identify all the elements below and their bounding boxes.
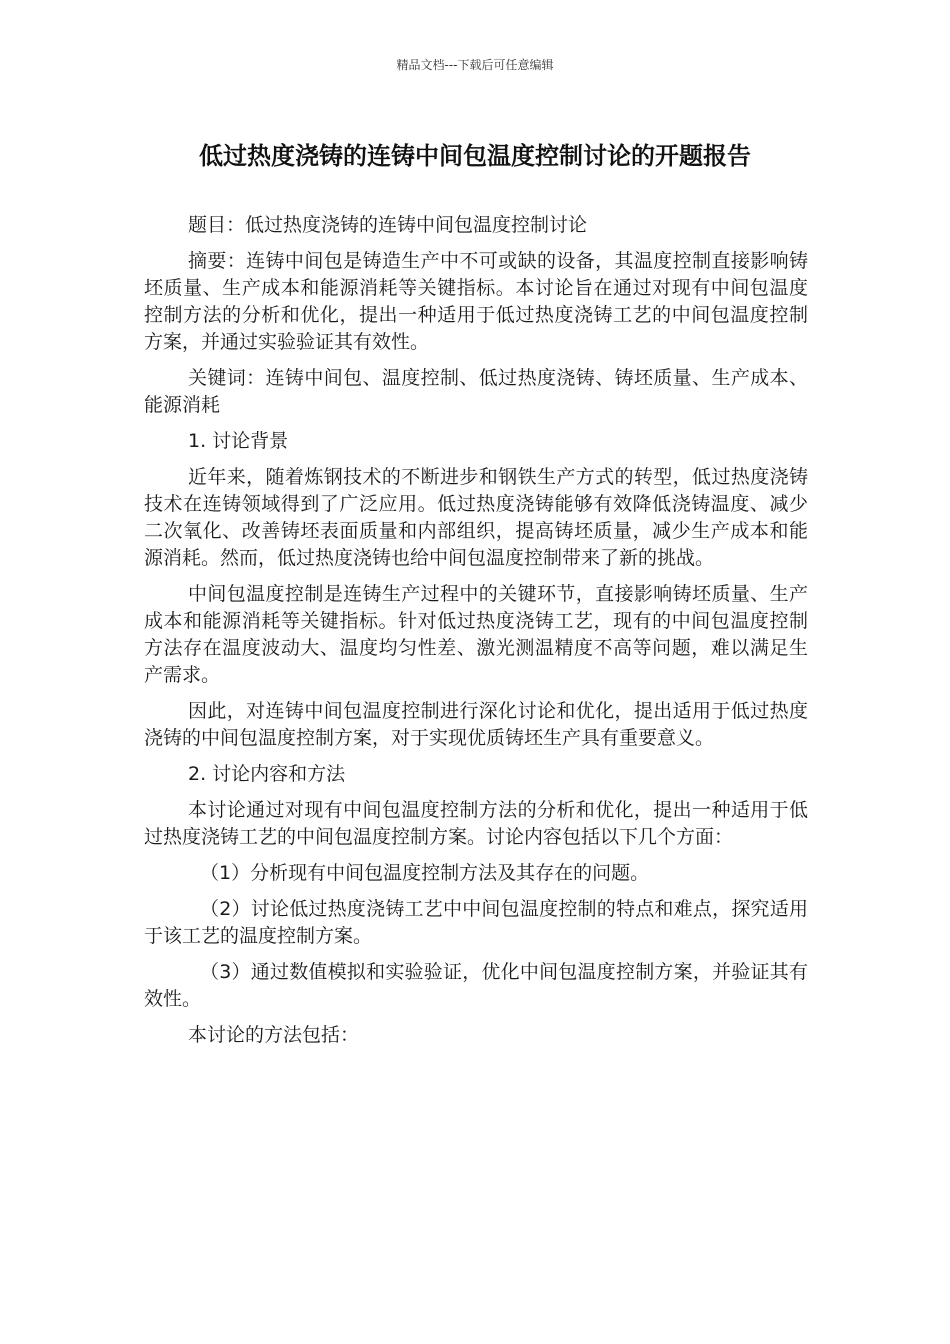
background-paragraph-3: 因此，对连铸中间包温度控制进行深化讨论和优化，提出适用于低过热度浇铸的中间包温度控制方案，对于实现优质铸坯生产具有重要意义。 (144, 700, 808, 749)
page-header: 精品文档---下载后可任意编辑 (396, 58, 554, 72)
content-item-2: （2）讨论低过热度浇铸工艺中中间包温度控制的特点和难点，探究适用于该工艺的温度控制方案。 (144, 898, 808, 947)
document-title: 低过热度浇铸的连铸中间包温度控制讨论的开题报告 (199, 142, 751, 170)
content-paragraph: 本讨论通过对现有中间包温度控制方法的分析和优化，提出一种适用于低过热度浇铸工艺的中间包温度控制方案。讨论内容包括以下几个方面： (144, 799, 808, 848)
content-item-1: （1）分析现有中间包温度控制方法及其存在的问题。 (200, 862, 650, 884)
section-heading-content-methods: 2. 讨论内容和方法 (188, 763, 346, 785)
abstract-paragraph: 摘要：连铸中间包是铸造生产中不可或缺的设备，其温度控制直接影响铸坯质量、生产成本和能源消耗等关键指标。本讨论旨在通过对现有中间包温度控制方法的分析和优化，提出一种适用于低过热度浇铸工艺的中间包温度控制方案，并通过实验验证其有效性。 (144, 250, 808, 353)
methods-intro-paragraph: 本讨论的方法包括： (188, 1024, 360, 1046)
section-heading-background: 1. 讨论背景 (188, 430, 289, 452)
document-body (144, 212, 808, 1058)
background-paragraph-1: 近年来，随着炼钢技术的不断进步和钢铁生产方式的转型，低过热度浇铸技术在连铸领域得到了广泛应用。低过热度浇铸能够有效降低浇铸温度、减少二次氧化、改善铸坯表面质量和内部组织，提高铸坯质量，减少生产成本和能源消耗。然而，低过热度浇铸也给中间包温度控制带来了新的挑战。 (144, 466, 808, 569)
keywords-paragraph: 关键词：连铸中间包、温度控制、低过热度浇铸、铸坯质量、生产成本、能源消耗 (144, 367, 808, 416)
background-paragraph-2: 中间包温度控制是连铸生产过程中的关键环节，直接影响铸坯质量、生产成本和能源消耗等关键指标。针对低过热度浇铸工艺，现有的中间包温度控制方法存在温度波动大、温度均匀性差、激光测温精度不高等问题，难以满足生产需求。 (144, 583, 808, 686)
topic-paragraph: 题目：低过热度浇铸的连铸中间包温度控制讨论 (188, 214, 588, 236)
content-item-3: （3）通过数值模拟和实验验证，优化中间包温度控制方案，并验证其有效性。 (144, 961, 808, 1010)
